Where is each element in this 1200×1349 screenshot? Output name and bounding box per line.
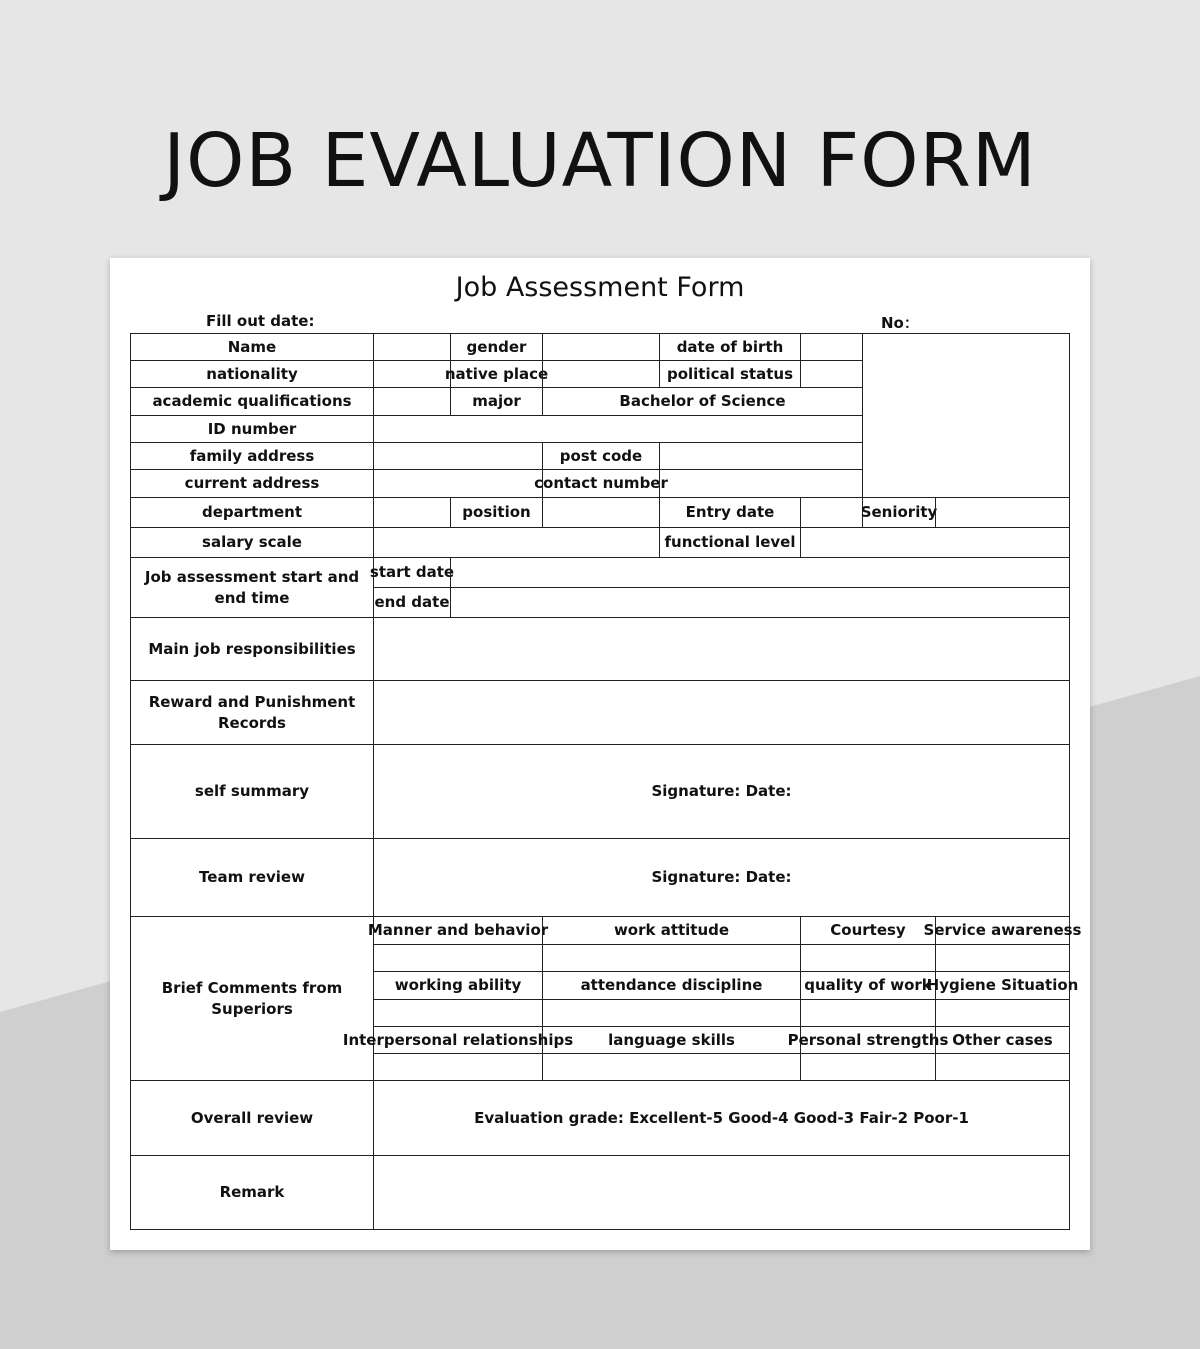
gender-label: gender xyxy=(450,333,543,361)
name-label: Name xyxy=(130,333,374,361)
fill-out-date-label: Fill out date: xyxy=(206,312,315,330)
contact-number-value[interactable] xyxy=(659,469,863,498)
start-date-value[interactable] xyxy=(450,557,1070,588)
remark-label: Remark xyxy=(130,1155,374,1230)
interpersonal-relationships-value[interactable] xyxy=(373,1053,543,1081)
department-value[interactable] xyxy=(373,497,451,528)
functional-level-value[interactable] xyxy=(800,527,1070,558)
form-title: Job Assessment Form xyxy=(455,272,745,303)
family-address-label: family address xyxy=(130,442,374,470)
courtesy-value[interactable] xyxy=(800,944,936,972)
end-date-label: end date xyxy=(373,587,451,618)
start-date-label: start date xyxy=(373,557,451,588)
number-label: No： xyxy=(881,314,919,332)
manner-behavior-label: Manner and behavior xyxy=(373,916,543,945)
working-ability-value[interactable] xyxy=(373,999,543,1027)
native-place-label: native place xyxy=(450,360,543,388)
post-code-label: post code xyxy=(542,442,660,470)
functional-level-label: functional level xyxy=(659,527,801,558)
political-status-label: political status xyxy=(659,360,801,388)
service-awareness-value[interactable] xyxy=(935,944,1070,972)
academic-qualifications-value[interactable] xyxy=(373,387,451,416)
page-title: JOB EVALUATION FORM xyxy=(163,118,1037,204)
main-responsibilities-label: Main job responsibilities xyxy=(130,617,374,681)
nationality-label: nationality xyxy=(130,360,374,388)
self-summary-signature[interactable]: Signature: Date: xyxy=(373,744,1070,839)
id-number-label: ID number xyxy=(130,415,374,443)
position-label: position xyxy=(450,497,543,528)
position-value[interactable] xyxy=(542,497,660,528)
date-of-birth-label: date of birth xyxy=(659,333,801,361)
academic-qualifications-label: academic qualifications xyxy=(130,387,374,416)
major-value[interactable]: Bachelor of Science xyxy=(542,387,863,416)
personal-strengths-value[interactable] xyxy=(800,1053,936,1081)
remark-value[interactable] xyxy=(373,1155,1070,1230)
political-status-value[interactable] xyxy=(800,360,863,388)
department-label: department xyxy=(130,497,374,528)
family-address-value[interactable] xyxy=(373,442,543,470)
brief-comments-label: Brief Comments from Superiors xyxy=(130,916,374,1081)
language-skills-value[interactable] xyxy=(542,1053,801,1081)
quality-of-work-value[interactable] xyxy=(800,999,936,1027)
hygiene-situation-label: Hygiene Situation xyxy=(935,971,1070,1000)
contact-number-label: contact number xyxy=(542,469,660,498)
salary-scale-label: salary scale xyxy=(130,527,374,558)
evaluation-grade[interactable]: Evaluation grade: Excellent-5 Good-4 Good-3 Fair-2 Poor-1 xyxy=(373,1080,1070,1156)
name-value[interactable] xyxy=(373,333,451,361)
reward-punishment-value[interactable] xyxy=(373,680,1070,745)
courtesy-label: Courtesy xyxy=(800,916,936,945)
interpersonal-relationships-label: Interpersonal relationships xyxy=(373,1026,543,1054)
other-cases-label: Other cases xyxy=(935,1026,1070,1054)
other-cases-value[interactable] xyxy=(935,1053,1070,1081)
current-address-label: current address xyxy=(130,469,374,498)
seniority-value[interactable] xyxy=(935,497,1070,528)
work-attitude-label: work attitude xyxy=(542,916,801,945)
major-label: major xyxy=(450,387,543,416)
date-of-birth-value[interactable] xyxy=(800,333,863,361)
manner-behavior-value[interactable] xyxy=(373,944,543,972)
entry-date-value[interactable] xyxy=(800,497,863,528)
end-date-value[interactable] xyxy=(450,587,1070,618)
id-number-value[interactable] xyxy=(373,415,863,443)
personal-strengths-label: Personal strengths xyxy=(800,1026,936,1054)
quality-of-work-label: quality of work xyxy=(800,971,936,1000)
team-review-label: Team review xyxy=(130,838,374,917)
team-review-signature[interactable]: Signature: Date: xyxy=(373,838,1070,917)
service-awareness-label: Service awareness xyxy=(935,916,1070,945)
overall-review-label: Overall review xyxy=(130,1080,374,1156)
post-code-value[interactable] xyxy=(659,442,863,470)
hygiene-situation-value[interactable] xyxy=(935,999,1070,1027)
reward-punishment-label: Reward and Punishment Records xyxy=(130,680,374,745)
assessment-time-label: Job assessment start and end time xyxy=(130,557,374,618)
gender-value[interactable] xyxy=(542,333,660,361)
attendance-discipline-label: attendance discipline xyxy=(542,971,801,1000)
salary-scale-value[interactable] xyxy=(373,527,660,558)
language-skills-label: language skills xyxy=(542,1026,801,1054)
work-attitude-value[interactable] xyxy=(542,944,801,972)
self-summary-label: self summary xyxy=(130,744,374,839)
native-place-value[interactable] xyxy=(542,360,660,388)
seniority-label: Seniority xyxy=(862,497,936,528)
attendance-discipline-value[interactable] xyxy=(542,999,801,1027)
photo-box[interactable] xyxy=(862,333,1070,498)
main-responsibilities-value[interactable] xyxy=(373,617,1070,681)
nationality-value[interactable] xyxy=(373,360,451,388)
entry-date-label: Entry date xyxy=(659,497,801,528)
working-ability-label: working ability xyxy=(373,971,543,1000)
current-address-value[interactable] xyxy=(373,469,543,498)
